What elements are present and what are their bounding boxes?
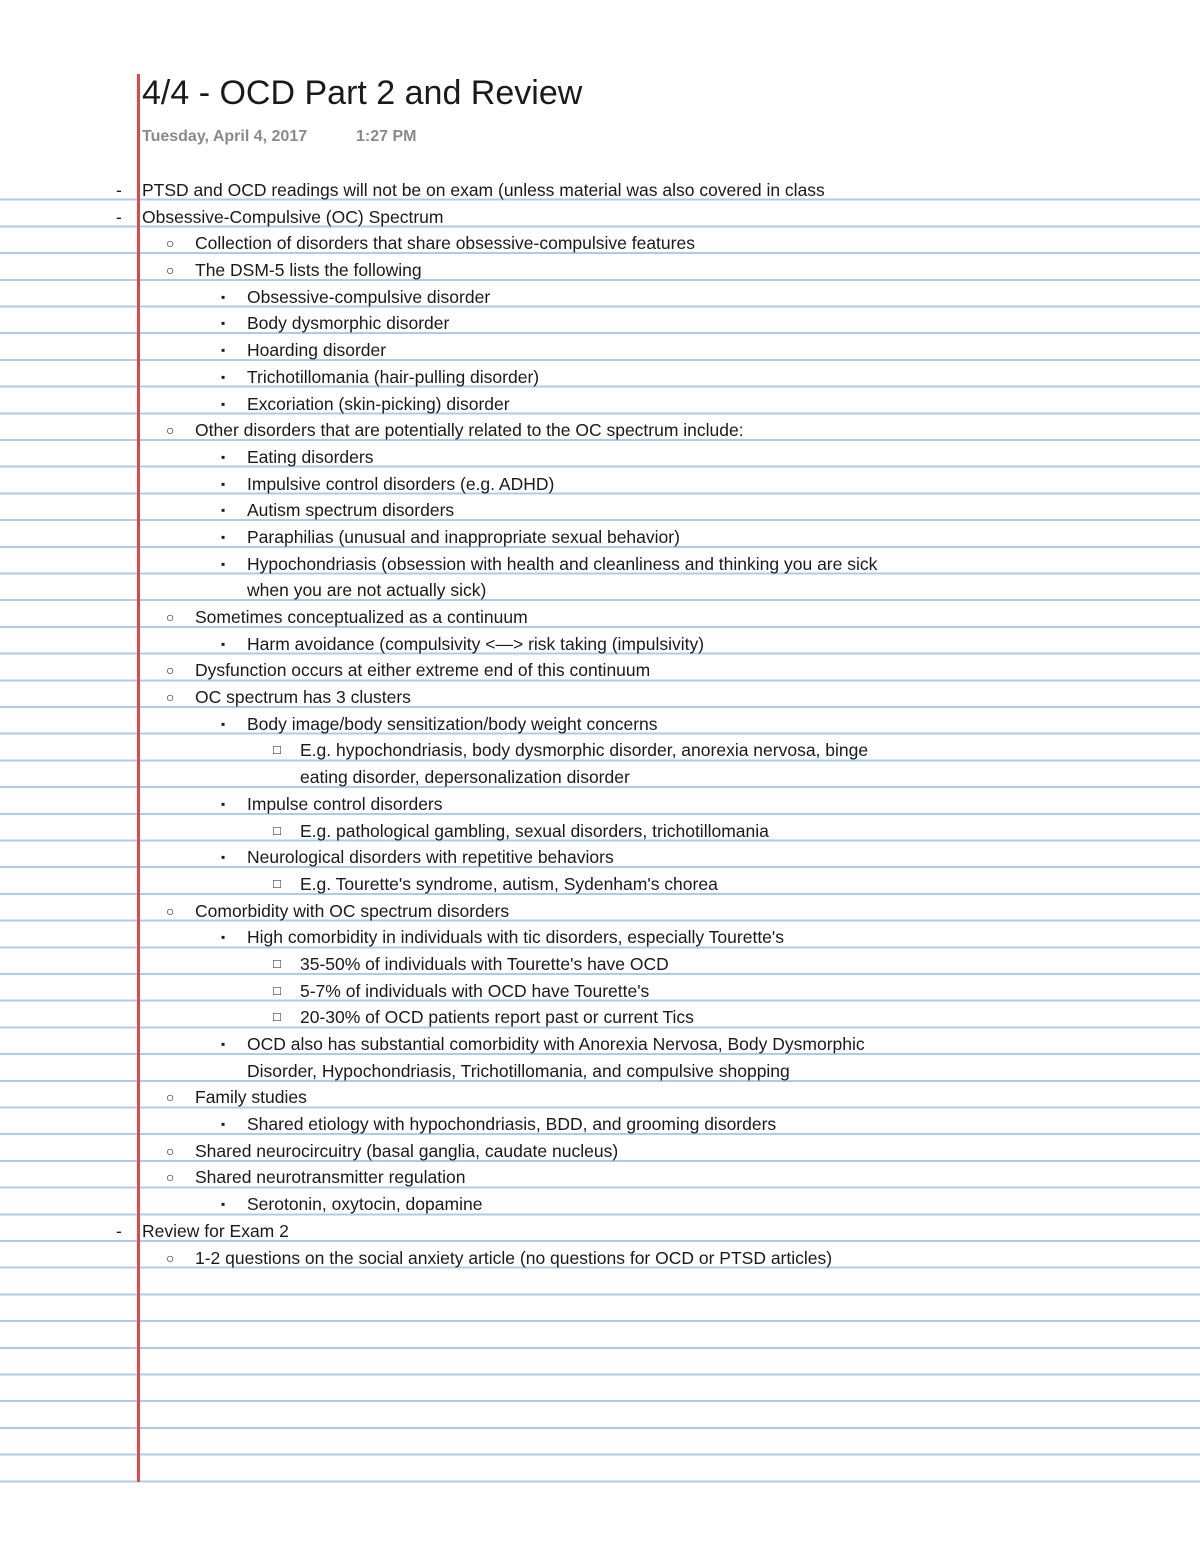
- outline-item-text: High comorbidity in individuals with tic disorders, especially Tourette's: [247, 927, 785, 948]
- outline-item-text: OCD also has substantial comorbidity with Anorexia Nervosa, Body Dysmorphic: [247, 1034, 865, 1054]
- bullet-marker-level-3: □: [273, 822, 281, 838]
- outline-item[interactable]: [0, 257, 1200, 284]
- outline-item-text: E.g. hypochondriasis, body dysmorphic disorder, anorexia nervosa, binge: [300, 740, 869, 761]
- outline-item[interactable]: [0, 471, 1200, 498]
- outline-item-text: OC spectrum has 3 clusters: [195, 687, 411, 708]
- outline-item[interactable]: [0, 551, 1200, 578]
- bullet-marker-level-2: ▪: [221, 636, 226, 651]
- outline-item[interactable]: [0, 310, 1200, 337]
- outline-item-text: Autism spectrum disorders: [247, 500, 455, 521]
- outline-item-text: Shared neurocircuitry (basal ganglia, caudate nucleus): [195, 1140, 619, 1161]
- bullet-marker-level-2: ▪: [221, 503, 226, 518]
- outline-item[interactable]: [0, 497, 1200, 524]
- page-time: 1:27 PM: [356, 128, 417, 145]
- outline-item[interactable]: [0, 924, 1200, 951]
- outline-item[interactable]: [0, 1084, 1200, 1111]
- bullet-marker-level-2: ▪: [221, 449, 226, 464]
- outline-item-text: Body image/body sensitization/body weight concerns: [247, 713, 658, 734]
- outline-item-text: 35-50% of individuals with Tourette's have OCD: [300, 953, 669, 974]
- bullet-marker-level-2: ▪: [221, 476, 226, 491]
- outline-item-text: when you are not actually sick): [247, 580, 487, 601]
- outline-item[interactable]: [0, 657, 1200, 684]
- outline-item[interactable]: [0, 444, 1200, 471]
- outline-item-text: Harm avoidance (compulsivity <—> risk taking (impulsivity): [247, 633, 705, 654]
- bullet-marker-level-1: ○: [166, 689, 175, 706]
- outline-item-text: Collection of disorders that share obsessive-compulsive features: [195, 233, 695, 254]
- outline-item[interactable]: [0, 1164, 1200, 1191]
- outline-item-text: Family studies: [195, 1087, 307, 1108]
- outline-item-text: E.g. pathological gambling, sexual disorders, trichotillomania: [300, 820, 769, 841]
- outline-item-text: Impulse control disorders: [247, 793, 443, 814]
- bullet-marker-level-3: □: [273, 875, 281, 891]
- outline-item-text: Obsessive-Compulsive (OC) Spectrum: [142, 206, 444, 227]
- outline-item[interactable]: [0, 1245, 1200, 1272]
- outline-item[interactable]: [0, 871, 1200, 898]
- bullet-marker-level-2: ▪: [221, 343, 226, 358]
- outline-item-text: Hoarding disorder: [247, 340, 387, 361]
- outline-item[interactable]: [0, 204, 1200, 231]
- outline-item-text: Other disorders that are potentially related to the OC spectrum include:: [195, 420, 744, 441]
- bullet-marker-level-3: □: [273, 955, 281, 971]
- outline-item[interactable]: [0, 1004, 1200, 1031]
- bullet-marker-level-2: ▪: [221, 1117, 226, 1132]
- outline-item-text: Obsessive-compulsive disorder: [247, 286, 491, 307]
- outline-item-text: Eating disorders: [247, 446, 374, 467]
- outline-item[interactable]: [0, 844, 1200, 871]
- outline-item-text: Shared neurotransmitter regulation: [195, 1167, 466, 1188]
- notes-outline[interactable]: [0, 177, 1200, 1271]
- outline-item-text: Neurological disorders with repetitive behaviors: [247, 847, 614, 868]
- outline-item[interactable]: [0, 417, 1200, 444]
- page-title[interactable]: 4/4 - OCD Part 2 and Review: [142, 74, 583, 112]
- outline-item-text: Body dysmorphic disorder: [247, 313, 450, 334]
- bullet-marker-level-2: ▪: [221, 316, 226, 331]
- bullet-marker-level-2: ▪: [221, 796, 226, 811]
- outline-item-text: Sometimes conceptualized as a continuum: [195, 607, 528, 627]
- outline-item[interactable]: [0, 177, 1200, 204]
- outline-item-text: Disorder, Hypochondriasis, Trichotillomania, and compulsive shopping: [247, 1060, 790, 1081]
- outline-item[interactable]: [0, 737, 1200, 764]
- outline-item[interactable]: [0, 284, 1200, 311]
- outline-item-text: Trichotillomania (hair-pulling disorder): [247, 366, 540, 387]
- outline-item-text: Review for Exam 2: [142, 1220, 289, 1241]
- outline-item[interactable]: [0, 337, 1200, 364]
- bullet-marker-level-1: ○: [166, 609, 175, 625]
- outline-item[interactable]: [0, 1138, 1200, 1165]
- outline-item-text: Serotonin, oxytocin, dopamine: [247, 1194, 483, 1215]
- outline-item[interactable]: [0, 364, 1200, 391]
- outline-item[interactable]: [0, 230, 1200, 257]
- outline-item[interactable]: [0, 631, 1200, 658]
- outline-item-text: Shared etiology with hypochondriasis, BDD, and grooming disorders: [247, 1114, 777, 1135]
- bullet-marker-level-3: □: [273, 742, 281, 758]
- outline-item[interactable]: [0, 711, 1200, 738]
- outline-item-text: eating disorder, depersonalization disorder: [300, 767, 630, 788]
- bullet-marker-level-1: ○: [166, 1089, 175, 1106]
- bullet-marker-level-1: ○: [166, 662, 175, 679]
- bullet-marker-level-2: ▪: [221, 289, 226, 304]
- outline-item[interactable]: [0, 1218, 1200, 1245]
- bullet-marker-level-2: ▪: [221, 850, 226, 865]
- outline-item-text: PTSD and OCD readings will not be on exam (unless material was also covered in class: [142, 180, 825, 200]
- outline-item-continuation[interactable]: [0, 577, 1200, 604]
- outline-item-text: Paraphilias (unusual and inappropriate sexual behavior): [247, 526, 680, 547]
- outline-item-continuation[interactable]: [0, 1058, 1200, 1085]
- outline-item-continuation[interactable]: [0, 764, 1200, 791]
- bullet-marker-level-2: ▪: [221, 716, 226, 731]
- outline-item-text: Excoriation (skin-picking) disorder: [247, 393, 510, 414]
- bullet-marker-level-2: ▪: [221, 529, 226, 544]
- outline-item[interactable]: [0, 791, 1200, 818]
- bullet-marker-level-2: ▪: [221, 369, 226, 384]
- outline-item[interactable]: [0, 951, 1200, 978]
- outline-item[interactable]: [0, 1031, 1200, 1058]
- outline-item[interactable]: [0, 1191, 1200, 1218]
- bullet-marker-level-3: □: [273, 982, 281, 998]
- outline-item[interactable]: [0, 684, 1200, 711]
- outline-item[interactable]: [0, 978, 1200, 1005]
- bullet-marker-level-1: ○: [166, 1169, 175, 1186]
- outline-item-text: 20-30% of OCD patients report past or current Tics: [300, 1007, 694, 1028]
- bullet-marker-level-0: -: [116, 206, 122, 227]
- outline-item-text: E.g. Tourette's syndrome, autism, Sydenham's chorea: [300, 873, 718, 894]
- outline-item-text: Dysfunction occurs at either extreme end of this continuum: [195, 660, 651, 681]
- bullet-marker-level-0: -: [116, 180, 122, 200]
- bullet-marker-level-2: ▪: [221, 396, 226, 411]
- outline-item[interactable]: [0, 898, 1200, 925]
- bullet-marker-level-1: ○: [166, 1142, 175, 1159]
- outline-item[interactable]: [0, 1111, 1200, 1138]
- bullet-marker-level-3: □: [273, 1009, 281, 1025]
- bullet-marker-level-1: ○: [166, 422, 175, 439]
- outline-item-text: 1-2 questions on the social anxiety article (no questions for OCD or PTSD articles): [195, 1247, 833, 1268]
- bullet-marker-level-1: ○: [166, 262, 175, 279]
- outline-item-text: Comorbidity with OC spectrum disorders: [195, 900, 510, 921]
- outline-item[interactable]: [0, 818, 1200, 845]
- bullet-marker-level-1: ○: [166, 235, 175, 252]
- bullet-marker-level-2: ▪: [221, 556, 226, 571]
- outline-item[interactable]: [0, 391, 1200, 418]
- bullet-marker-level-2: ▪: [221, 1197, 226, 1212]
- bullet-marker-level-2: ▪: [221, 930, 226, 945]
- bullet-marker-level-1: ○: [166, 1249, 175, 1266]
- outline-item-text: Hypochondriasis (obsession with health and cleanliness and thinking you are sick: [247, 553, 878, 574]
- outline-item-text: Impulsive control disorders (e.g. ADHD): [247, 473, 555, 494]
- bullet-marker-level-0: -: [116, 1220, 122, 1241]
- bullet-marker-level-2: ▪: [221, 1037, 226, 1051]
- outline-item[interactable]: [0, 524, 1200, 551]
- outline-item[interactable]: [0, 604, 1200, 631]
- bullet-marker-level-1: ○: [166, 902, 175, 919]
- outline-item-text: The DSM-5 lists the following: [195, 260, 422, 281]
- page-date: Tuesday, April 4, 2017: [142, 128, 308, 145]
- outline-item-text: 5-7% of individuals with OCD have Tourette's: [300, 980, 650, 1001]
